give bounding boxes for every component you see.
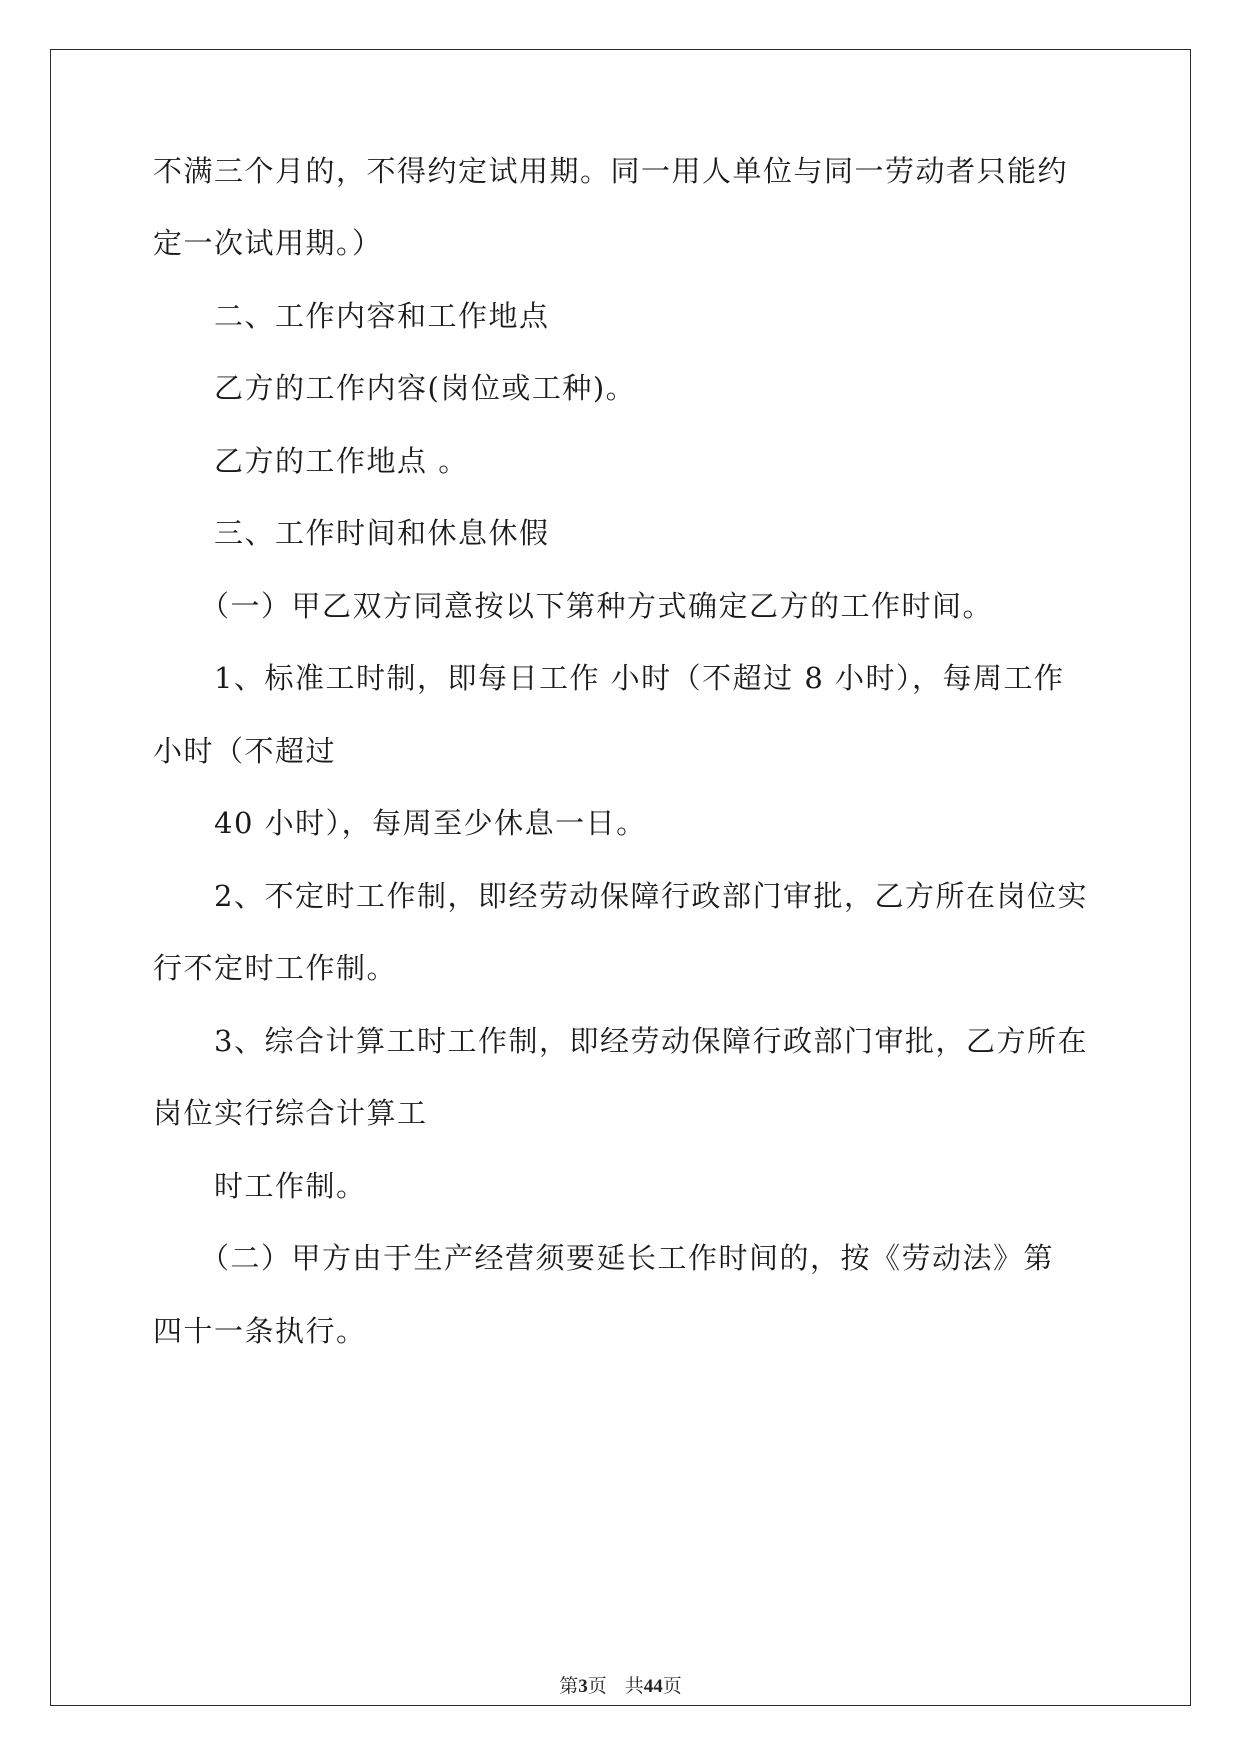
body-line-10: 40 小时），每周至少休息一日。	[214, 806, 647, 840]
body-line-14: 岗位实行综合计算工	[153, 1096, 428, 1130]
section-heading-2: 二、工作内容和工作地点	[214, 299, 550, 333]
body-line-5: 乙方的工作地点 。	[214, 444, 469, 478]
body-line-12: 行不定时工作制。	[153, 951, 398, 985]
body-line-17: 四十一条执行。	[153, 1314, 367, 1348]
subsection-heading-1: （一）甲乙双方同意按以下第种方式确定乙方的工作时间。	[200, 589, 994, 623]
section-heading-3: 三、工作时间和休息休假	[214, 516, 550, 550]
subsection-heading-2: （二）甲方由于生产经营须要延长工作时间的，按《劳动法》第	[200, 1241, 1055, 1275]
body-line-8: 1、标准工时制，即每日工作 小时（不超过 8 小时），每周工作	[214, 661, 1065, 695]
body-line-11: 2、不定时工作制，即经劳动保障行政部门审批，乙方所在岗位实	[214, 879, 1088, 913]
body-line-9: 小时（不超过	[153, 734, 337, 768]
body-line-1: 不满三个月的，不得约定试用期。同一用人单位与同一劳动者只能约	[153, 154, 1069, 188]
body-line-15: 时工作制。	[214, 1169, 367, 1203]
footer-page-word: 页	[587, 1676, 607, 1697]
page-footer	[0, 1675, 1241, 1699]
body-line-2: 定一次试用期。）	[153, 226, 383, 260]
footer-total-suffix: 页	[662, 1676, 682, 1697]
body-line-13: 3、综合计算工时工作制，即经劳动保障行政部门审批，乙方所在	[214, 1024, 1088, 1058]
footer-prefix: 第	[559, 1676, 579, 1697]
footer-total-prefix: 共	[624, 1676, 644, 1697]
current-page-number: 3	[578, 1676, 588, 1697]
body-line-4: 乙方的工作内容(岗位或工种)。	[214, 371, 637, 405]
total-pages-number: 44	[643, 1676, 663, 1697]
